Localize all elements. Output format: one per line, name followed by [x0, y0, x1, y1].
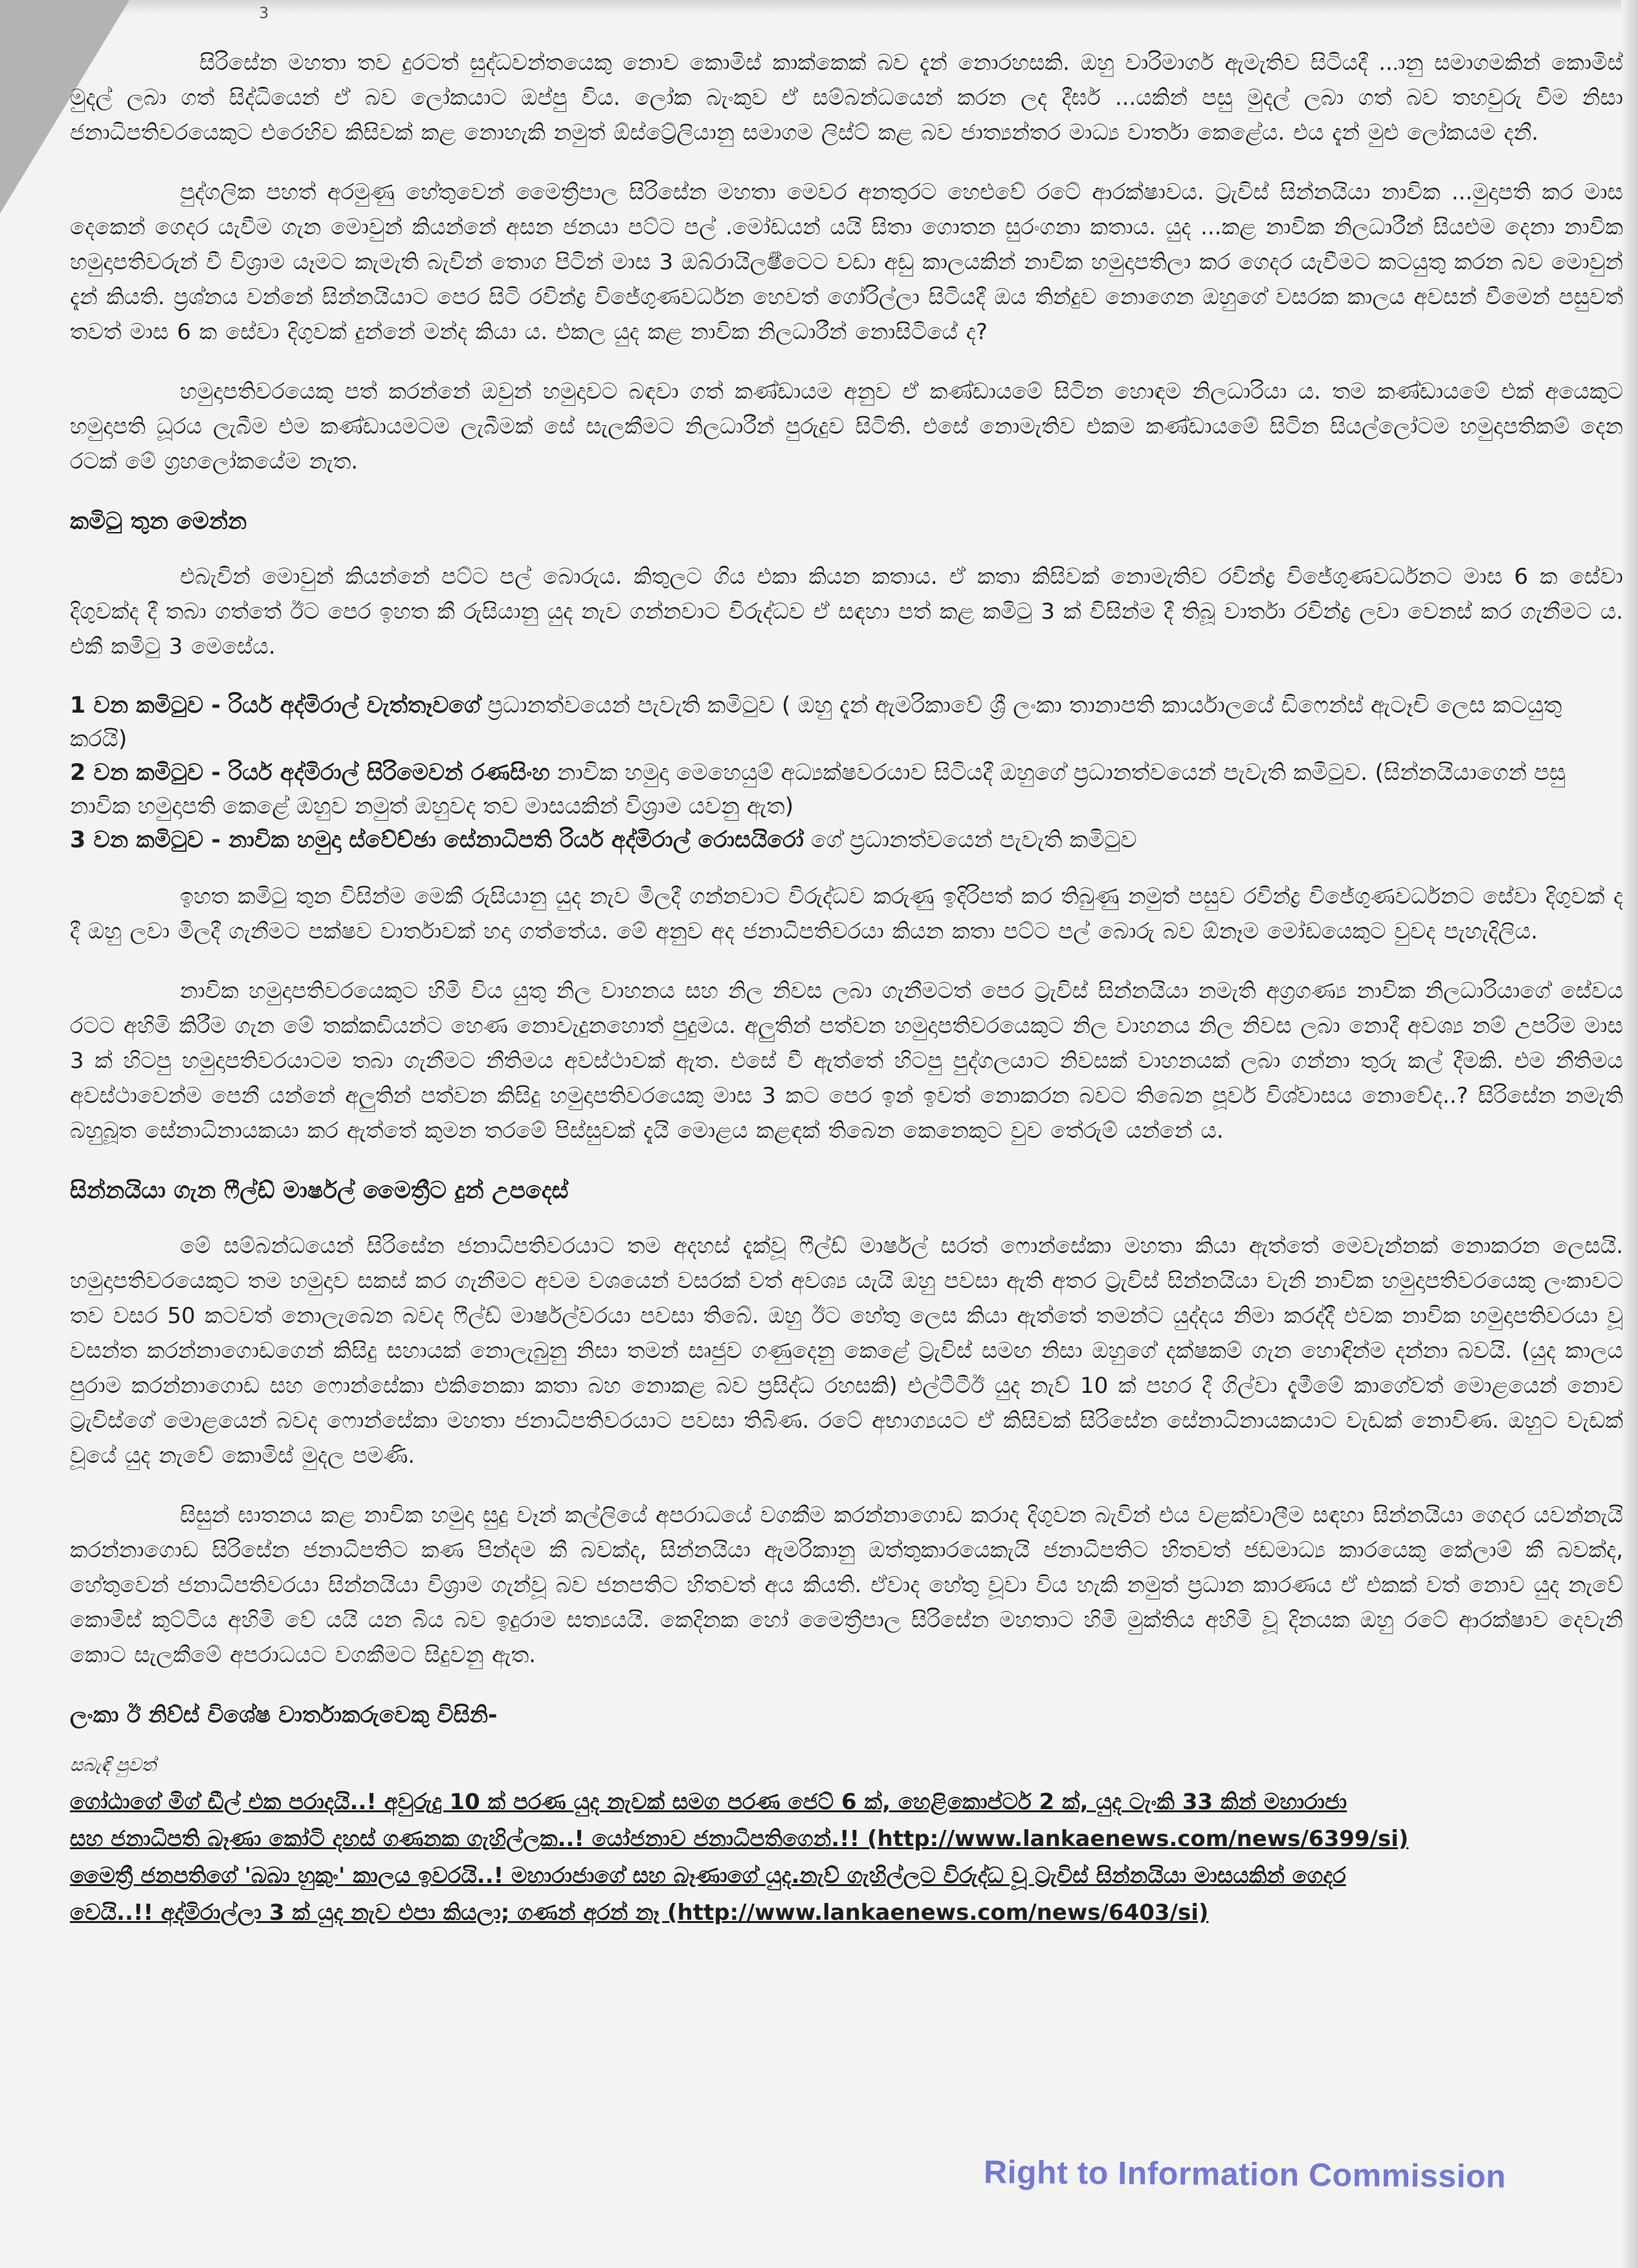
committee-text: නාවික හමුදා මෙහෙයුම් අධ්‍යක්ෂවරයාව සිටියදී ඔහුගේ ප්‍රධානත්වයෙන් පැවැති කමිටුව. (සින්නයියාගෙන් පසු නාවික හමුදාපති කෙළේ ඔහුව නමුත් ඔහුවද තව මාසයකින් විශ්‍රාම යවනු ඇත) — [70, 760, 1566, 819]
committee-label: 1 වන කමිටුව - රියර් අද්මිරාල් වැත්තෑවගේ — [70, 693, 481, 718]
related-link-line-2[interactable]: සහ ජනාධිපති බෑණා කෝටි දහස් ගණනක ගැහිල්ලක..! යෝජනාව ජනාධිපතිගෙන්.!! (http://www.lankaenews.com/news/6399/si) — [70, 1826, 1409, 1852]
rti-commission-stamp: Right to Information Commission — [983, 2153, 1507, 2195]
end-paragraph-2: සිසුන් ඝාතනය කළ නාවික හමුදා සුදු වෑන් කල්ලියේ අපරාධයේ වගකීම කරන්නාගොඩ කරාද දිගුවන බැවින් එය වළක්වාලීම සඳහා සින්නයියා ගෙදර යවන්නැයි කරන්නාගොඩ සිරිසේන ජනාධිපතිට කණ පින්දම කී බවක්ද, සින්නයියා ඇමරිකානු ඔත්තුකාරයෙකැයි ජනාධිපතිට හිතවත් ජඩමාධ්‍ය කාරයෙකු කේලාම් කී බවක්ද, හේතුවෙන් ජනාධිපතිවරයා සින්නයියා විශ්‍රාම ගැන්වූ බව ජනපතිට හිතවත් අය කියති. ඒවාද හේතු වූවා විය හැකි නමුත් ප්‍රධාන කාරණය ඒ එකක් වත් නොව යුද නැවේ කොමිස් කුට්ටිය අහිමි වේ යයි යන බිය බව ඉදුරාම සත්‍යයයි. කෙදිනක හෝ මෛත්‍රීපාල සිරිසේන මහතාට හිමි මුක්තිය අහිමි වූ දිනයක ඔහු රටේ ආරක්ෂාව දෙවැනි කොට සැලකීමේ අපරාධයට වගකීමට සිදුවනු ඇත. — [70, 1502, 1623, 1668]
end-paragraph-1: මේ සම්බන්ධයෙන් සිරිසේන ජනාධිපතිවරයාට තම අදහස් දැක්වූ ෆීල්ඩ් මාර්ෂල් සරත් ෆොන්සේකා මහතා කියා ඇත්තේ මෙවැන්නක් නොකරන ලෙසයි. හමුදාපතිවරයෙකුට තම හමුදාව සකස් කර ගැනීමට අවම වශයෙන් වසරක් වත් අවශ්‍ය යැයි ඔහු පවසා ඇති අතර ට්‍රැවිස් සින්නයියා වැනි නාවික හමුදාපතිවරයෙකු ලංකාවට තව වසර 50 කටවත් නොලැබෙන බවද ෆීල්ඩ් මාර්ෂල්වරයා පවසා තිබේ. ඔහු ඊට හේතු ලෙස කියා ඇත්තේ තමන්ට යුද්දය නිමා කරද්දී එවක නාවික හමුදාපතිවරයා වූ වසන්ත කරන්නාගොඩගෙන් කිසිදු සහායක් නොලැබුනු නිසා තමන් සෘජුව ගණුදෙනු කෙළේ ට්‍රැවිස් සමඟ නිසා ඔහුගේ දක්ෂකම් ගැන හොඳින්ම දන්නා බවයි. (යුද කාලය පුරාම කරන්නාගොඩ සහ ෆොන්සේකා එකිනෙකා කතා බහ නොකළ බව ප්‍රසිද්ධ රහසකි) එල්ටීටීඊ යුද නැව් 10 ක් පහර දී ගිල්වා දැමීමේ කාගේවත් මොළයෙන් නොව ට්‍රැවිස්ගේ මොළයෙන් බවද ෆොන්සේකා මහතා ජනාධිපතිවරයාට පවසා තිබිණ. රටේ අභාග්‍යයට ඒ කිසිවක් සිරිසේන සේනාධිනායකයාට වැඩක් නොවිණ. ඔහුට වැඩක් වූයේ යුද නැවේ කොමිස් මුදල පමණි. — [70, 1233, 1623, 1469]
committee-item-3 — [70, 823, 1623, 857]
page-right-edge — [1621, 0, 1638, 2268]
intro-paragraph-3: හමුදාපතිවරයෙකු පත් කරන්නේ ඔවුන් හමුදාවට බඳවා ගත් කණ්ඩායම අනුව ඒ කණ්ඩායමේ සිටින හොඳම නිලධාරියා ය. තම කණ්ඩායමේ එක් අයෙකුට හමුදාපති ධූරය ලැබීම එම කණ්ඩායමටම ලැබීමක් සේ සැලකීමට නිලධාරීන් පුරුදුව සිටිති. එසේ නොමැතිව එකම කණ්ඩායමේ සිටින සියල්ලෝටම හමුදාපතිකම් දෙන රටක් මේ ග්‍රහලෝකයේම නැත. — [70, 379, 1623, 474]
committee-item-2 — [70, 756, 1623, 823]
page-top-edge — [0, 0, 1638, 14]
related-link-line-1[interactable]: ගෝඨාගේ මිග් ඩීල් එක පරාදයි..! අවුරුදු 10 ක් පරණ යුද නැවක් සමග පරණ ජෙට් 6 ක්, හෙළිකොප්ටර් 2 ක්, යුද ටැංකි 33 කින් මහාරාජා — [70, 1789, 1347, 1815]
mid-paragraph-1: ඉහත කමිටු තුන විසින්ම මෙකී රුසියානු යුද නැව මිලදී ගන්නවාට විරුද්ධව කරුණු ඉදිරිපත් කර තිබුණු නමුත් පසුව රවින්ද්‍ර විජේගුණවර්ධනට සේවා දිගුවක් ද දී ඔහු ලවා මිලදී ගැනීමට පක්ෂව වාර්තාවක් හදා ගත්තේය. මේ අනුව අද ජනාධිපතිවරයා කියන කතා පට්ට පල් බොරු බව ඕනෑම මෝඩයෙකුට වුවද පැහැදිලිය. — [70, 884, 1623, 944]
related-link-line-4[interactable]: වෙයි..!! අද්මිරාල්ලා 3 ක් යුද නැව එපා කියලා; ගණන් අරන් නෑ (http://www.lankaenews.com/news/6403/si) — [70, 1900, 1209, 1926]
committee-text: ගේ ප්‍රධානත්වයෙන් පැවැති කමිටුව — [803, 827, 1137, 853]
intro-paragraph-2: පුද්ගලික පහත් අරමුණු හේතුවෙන් මෛත්‍රීපාල සිරිසේන මහතා මෙවර අනතුරට හෙළුවේ රටේ ආරක්ෂාවය. ට්‍රැවිස් සින්නයියා නාවික ...මුදාපති කර මාස දෙකෙන් ගෙදර යැවීම ගැන මොවුන් කියන්නේ අසන ජනයා පට්ට පල් .මෝඩයන් යයි සිතා ගොතන සුරංගනා කතාය. යුද ...කළ නාවික නිලධාරීන් සියළුම දෙනා නාවික හමුදාපතිවරුන් වී විශ්‍රාම යෑමට කැමැති බැවින් තොග පිටින් මාස 3 ඔබ්රායිලර්‍ෂ්ටෙට වඩා අඩු කාලයකින් නාවික හමුදාපතිලා කර ගෙදර යැවීමට කටයුතු කරන බව මොවුන් දැන් කියති. ප්‍රශ්නය වන්නේ සින්නයියාට පෙර සිටි රවින්ද්‍ර විජේගුණවර්ධන හෙවත් ගෝරිල්ලා සිටියදී ඔය තින්දුව නොගෙන ඔහුගේ වසරක කාලය අවසන් වීමෙන් පසුවත් තවත් මාස 6 ක සේවා දිගුවක් දුන්නේ මන්ද කියා ය. එකල යුද කළ නාවික නිලධාරීන් නොසිටියේ ද? — [70, 179, 1623, 345]
related-news-title: සබැඳි පුවත් — [70, 1754, 156, 1775]
page-number-mark: 3 — [259, 4, 269, 22]
mid-paragraph-2: නාවික හමුදාපතිවරයෙකුට හිමි විය යුතු නිල වාහනය සහ නිල නිවස ලබා ගැනීමටත් පෙර ට්‍රැවිස් සින්නයියා නමැති අග්‍රගණ්‍ය නාවික නිලධාරියාගේ සේවය රටට අහිමි කිරීම ගැන මේ තක්කඩියන්ට හෙණ නොවැදුනහොත් පුදුමය. අලුතින් පත්වන හමුදාපතිවරයෙකුට නිල වාහනය නිල නිවස ලබා නොදී අවශ්‍ය නම් උපරිම මාස 3 ක් හිටපු හමුදාපතිවරයාටම තබා ගැනීමට නීතිමය අවස්ථාවක් ඇත. එසේ වී ඇත්තේ හිටපු පුද්ගලයාට නිවසක් වාහනයක් ලබා ගන්නා තුරු කල් දීමකි. එම නීතිමය අවස්ථාවෙන්ම පෙනී යන්නේ අලුතින් පත්වන කිසිදු හමුදාපතිවරයෙකු මාස 3 කට පෙර ඉන් ඉවත් නොකරන බවට තිබෙන පූර්ව විශ්වාසය නොවේද..? සිරිසේන නමැති බහුබූත සේනාධිනායකයා කර ඇත්තේ කුමන තරමේ පිස්සුවක් දැයි මොළය කළඳක් තිබෙන කෙනෙකුට වුව තේරුම් යන්නේ ය. — [70, 978, 1623, 1144]
section-heading-field-marshal: සින්නයියා ගැන ෆීල්ඩ් මාර්ෂල් මෛත්‍රීට දුන් උපදෙස් — [70, 1177, 569, 1204]
related-news-list — [70, 1784, 1623, 1931]
committee-text: ප්‍රධානත්වයෙන් පැවැති කමිටුව ( ඔහු දැන් ඇමරිකාවේ ශ්‍රී ලංකා තානාපති කාර්යාලයේ ඩිෆෙන්ස් ඇටෑචි ලෙස කටයුතු කරයි) — [70, 693, 1562, 752]
article-body — [70, 45, 1623, 1931]
committee-label: 2 වන කමිටුව - රියර් අද්මිරාල් සිරිමෙවන් රණසිංහ — [70, 760, 550, 786]
intro-paragraph-1: සිරිසේන මහතා තව දුරටත් සුද්ධවන්තයෙකු නොව කොමිස් කාක්කෙක් බව දැන් නොරහසකි. ඔහු වාරිමාර්ග ඇමැතිව සිටියදී ...ානු සමාගමකින් කොමිස් මුදල් ලබා ගත් සිද්ධියෙන් ඒ බව ලෝකයාට ඔප්පු විය. ලෝක බැංකුව ඒ සම්බන්ධයෙන් කරන ලද දීර්ඝ ...යකින් පසු මුදල් ලබා ගත් බව තහවුරු වීම නිසා ජනාධිපතිවරයෙකුට එරෙහිව කිසිවක් කළ නොහැකි නමුත් ඕස්ට්‍රේලියානු සමාගම ලිස්ට් කළ බව ජාත්‍යන්තර මාධ්‍ය වාර්තා කෙළේය. එය දැන් මුළු ලෝකයම දනී. — [70, 50, 1623, 146]
committee-label: 3 වන කමිටුව - නාවික හමුදා ස්වේච්ඡා සේනාධිපති රියර් අද්මිරාල් රොසයිරෝ — [70, 827, 804, 853]
kamitu-intro-paragraph: එබැවින් මොවුන් කියන්නේ පට්ට පල් බොරුය. කිතුලට ගිය එකා කියන කතාය. ඒ කතා කිසිවක් නොමැතිව රවින්ද්‍ර විජේගුණවර්ධනට මාස 6 ක සේවා දිගුවක්ද දී තබා ගත්තේ ඊට පෙර ඉහත කී රුසියානු යුද නැව ගන්නවාට විරුද්ධව ඒ සඳහා පත් කළ කමිටු 3 ක් විසින්ම දී තිබූ වාර්තා රවින්ද්‍ර ලවා වෙනස් කර ගැනීමට ය. එකී කමිටු 3 මෙසේය. — [70, 564, 1623, 660]
committee-list — [70, 689, 1623, 857]
author-signature: ලංකා ඊ නිව්ස් විශේෂ වාර්තාකරුවෙකු විසිනි- — [70, 1702, 498, 1728]
section-heading-kamitu: කමිටු තුන මෙන්න — [70, 508, 247, 535]
related-link-line-3[interactable]: මෛත්‍රී ජනපතිගේ 'බබා හුකුං' කාලය ඉවරයි..! මහාරාජාගේ සහ බෑණාගේ යුද.නැව් ගැහිල්ලට විරුද්ධ වූ ට්‍රැවිස් සින්නයියා මාසයකින් ගෙදර — [70, 1863, 1346, 1889]
committee-item-1 — [70, 689, 1623, 756]
